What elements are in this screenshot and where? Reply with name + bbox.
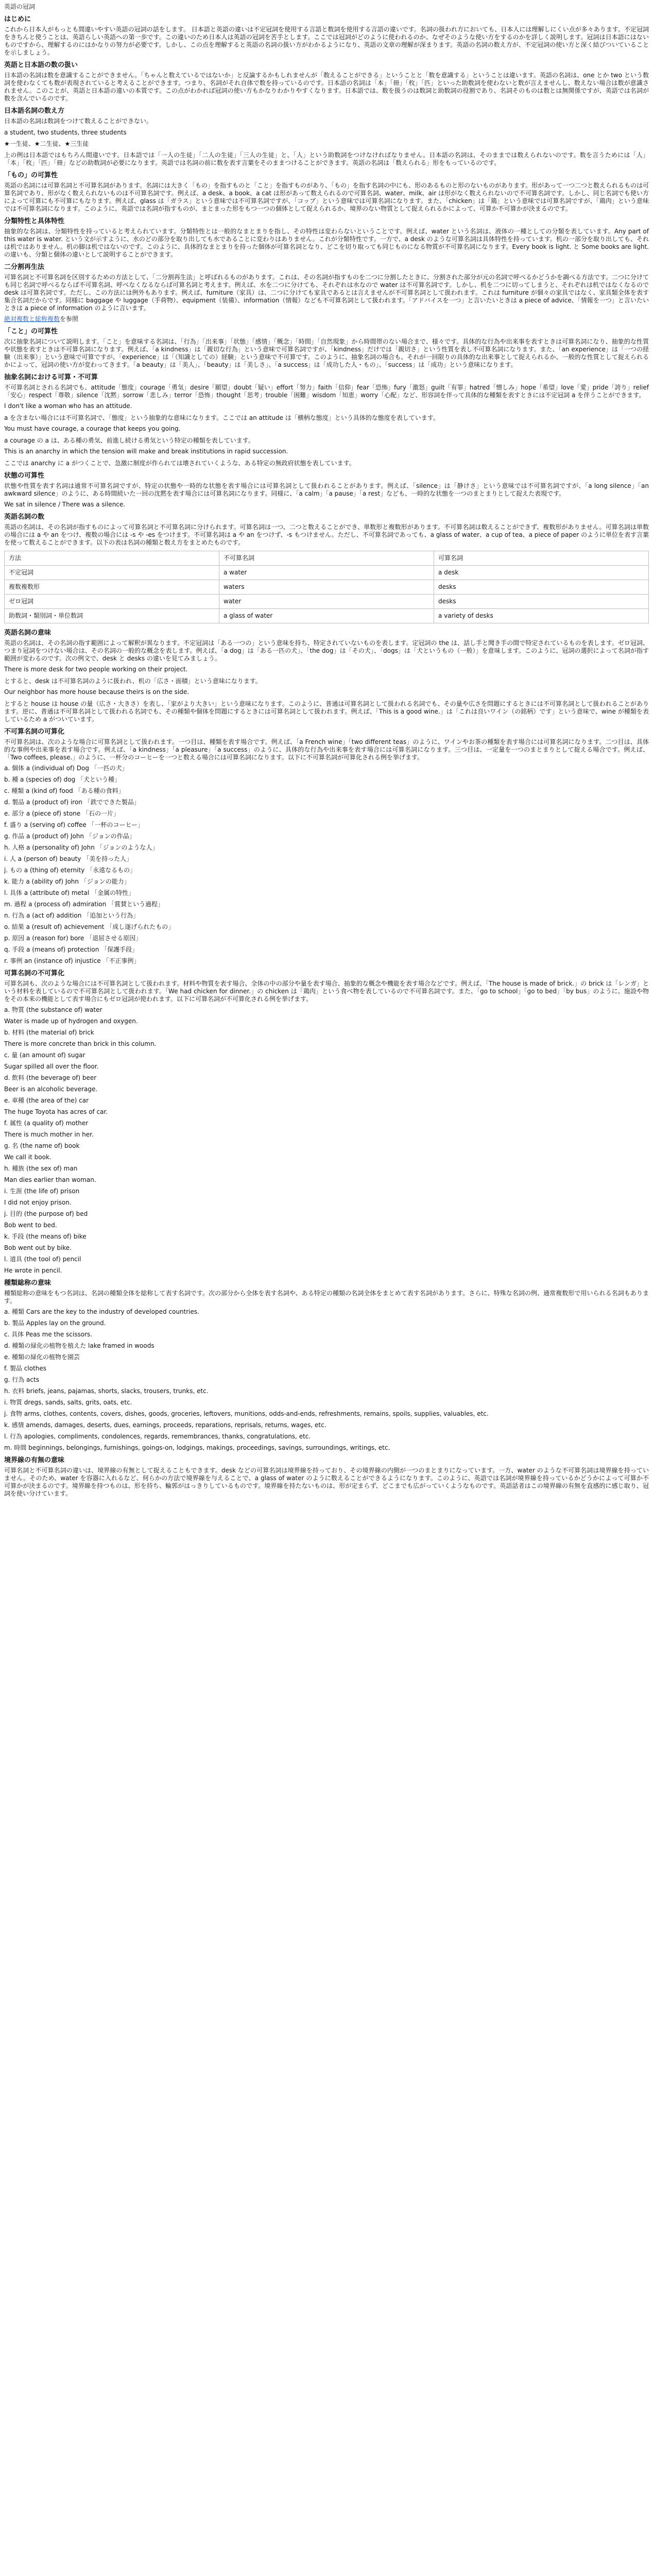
- list-item-example: We call it book.: [4, 1154, 51, 1161]
- counting-example-english: a student, two students, three students: [4, 129, 127, 136]
- counting-paragraph: 上の例は日本語ではもちろん間違いです。日本語では「一人の生徒」「二人の生徒」「三人の生徒」と、「人」という助数詞をつけなければなりません。日本語の名詞は、そのままでは数えられないのです。数を言うためには「人」「本」「枚」「匹」「冊」などの助数詞が必要になります。英語では名詞の前に数を表す言葉をそのままつけることができます。英語の名詞は「数えられる」形をもっているのです。: [4, 151, 649, 166]
- thing-countability-paragraph: 英語の名詞には可算名詞と不可算名詞があります。名詞には大きく「もの」を指すものと「こと」を指すものがあり、「もの」を指す名詞の中にも、形のあるものと形のないものがあります。形があって一つ二つと数えられるものは可算名詞であり、形がなく数えられないものは不可算名詞です。例えば、a desk、a book、a cat は形があって数えられるので可算名詞、water、milk、air は形がなく数えられないので不可算名詞です。しかし、同じ名詞でも使い方によって可算にも不可算にもなります。例えば、glass は「ガラス」という意味では不可算名詞ですが、「コップ」という意味では可算名詞になります。また、「chicken」は「鶏」という意味では可算名詞ですが、「鶏肉」という意味では不可算名詞になります。このように、英語では名詞が指すものが、まとまった形をもつ一つの個体として捉えられるか、境界のない物質として捉えられるかによって、可算か不可算かが決まるのです。: [4, 182, 649, 212]
- list-item-example: Sugar spilled all over the floor.: [4, 1063, 99, 1070]
- list-item: m. 過程 a (process of) admiration 「賞賛という過程」: [4, 901, 164, 908]
- list-item-label: g. 名 (the name of) book: [4, 1142, 80, 1149]
- list-item-example: There is more concrete than brick in this column.: [4, 1040, 157, 1047]
- list-item: r. 事例 an (instance of) injustice 「不正事例」: [4, 957, 140, 964]
- section-heading-counting: 日本語名詞の数え方: [4, 107, 65, 115]
- generic-list: [4, 1308, 649, 1452]
- table-cell: a water: [219, 566, 434, 580]
- intro-paragraph: これから日本人がもっとも間違いやすい英語の冠詞の話をします。 日本語と英語の違いは不定冠詞を使用する言語と数詞を使用する言語の違いです。名詞の扱われ方においても、日本人には理解しにくい点が多々あります。不定冠詞をきちんと使うことは、英語らしい英語への第一歩です。この違いのため日本人は英語の冠詞を苦手とします。ここでは冠詞がどのように使われるのか、なぜそのような使い方をするのかを詳しく説明します。冠詞は日本語にはないものですから、理解するのにはかなりの努力が必要です。しかし、この点を理解すると英語の名詞の扱い方がわかるようになり、英語の文章の理解が深まります。英語の名詞の数え方が、不定冠詞の使い方と深く結びついていることを示しましょう。: [4, 26, 649, 56]
- list-item-label: e. 車種 (the area of the) car: [4, 1097, 89, 1104]
- example-sentence-4: We sat in silence / There was a silence.: [4, 501, 126, 508]
- abstract-nouns-paragraph: 不可算名詞とされる名詞でも、attitude「態度」courage「勇気」desire「願望」doubt「疑い」effort「努力」faith「信仰」fear「恐怖」fury「激怒」guilt「有罪」hatred「憎しみ」hope「希望」love「愛」pride「誇り」relief「安心」respect「尊敬」silence「沈黙」sorrow「悲しみ」terror「恐怖」thought「思考」trouble「困難」wisdom「知恵」worry「心配」など、形容詞を伴って具体的な種類を表すときには不定冠詞 a を伴うことができます。: [4, 384, 649, 399]
- list-item: j. もの a (thing of) eternity 「永遠なるもの」: [4, 867, 136, 874]
- section-heading-bisection: 二分割再生法: [4, 263, 45, 271]
- countable-to-uncountable-paragraph: 可算名詞も、次のような場合には不可算名詞として扱われます。材料や物質を表す場合、全体の中の部分や量を表す場合、抽象的な概念や機能を表す場合などです。例えば、「The house is made of brick.」の brick は「レンガ」という材料を表しているので不可算名詞として扱われます。「We had chicken for dinner.」の chicken は「鶏肉」という食べ物を表しているので不可算名詞です。また、「go to school」「go to bed」「by bus」のように、施設や物をその本来の機能として表す場合にもゼロ冠詞が使われます。以下に可算名詞が不可算化される例を挙げます。: [4, 980, 649, 1003]
- list-item-label: l. 道具 (the tool of) pencil: [4, 1256, 81, 1263]
- table-cell: waters: [219, 580, 434, 595]
- section-heading-noun-number: 英語名詞の数: [4, 513, 45, 521]
- noun-number-paragraph: 英語の名詞は、その名詞が指すものによって可算名詞と不可算名詞に分けられます。可算名詞は一つ、二つと数えることができ、単数形と複数形があります。不可算名詞は数えることができず、複数形がありません。可算名詞は単数の場合には a や an をつけ、複数の場合には -s や -es をつけます。不可算名詞は a や an をつけず、-s もつけません。ただし、不可算名詞であっても、a glass of water、a cup of tea、a piece of paper のように単位を表す言葉を使って数えることができます。以下の表は名詞の種類と数え方をまとめたものです。: [4, 523, 649, 546]
- table-cell: a glass of water: [219, 609, 434, 623]
- list-item-example: Bob went to bed.: [4, 1222, 57, 1229]
- uncountable-list: [4, 1006, 649, 1275]
- reference-link[interactable]: 絶対複数と総称複数: [4, 315, 60, 323]
- countable-list: [4, 765, 649, 965]
- list-item: n. 行為 a (act of) addition 「追加という行為」: [4, 912, 140, 919]
- example-sentence-5: There is more desk for two people working on their project.: [4, 666, 188, 673]
- list-item: i. 物質 dregs, sands, salts, grits, oats, etc.: [4, 1399, 132, 1406]
- list-item: a. 種類 Cars are the key to the industry of developed countries.: [4, 1308, 199, 1315]
- reference-suffix: を参照: [60, 315, 79, 323]
- list-item: p. 原因 a (reason for) bore 「退屈させる原因」: [4, 935, 142, 942]
- list-item: c. 種類 a (kind of) food 「ある種の食料」: [4, 787, 125, 794]
- table-row: [5, 566, 649, 580]
- section-heading-countable-to-uncountable: 可算名詞の不可算化: [4, 970, 65, 977]
- list-item-label: d. 飲料 (the beverage of) beer: [4, 1074, 97, 1081]
- list-item-label: j. 目的 (the purpose of) bed: [4, 1210, 88, 1217]
- section-heading-number-handling: 英語と日本語の数の扱い: [4, 61, 78, 69]
- table-header-row: [5, 551, 649, 566]
- example-explanation-1: a を含まない場合には不可算名詞で、「態度」という抽象的な意味になります。ここでは an attitude は「横柄な態度」という具体的な態度を表しています。: [4, 414, 439, 421]
- list-item-example: Water is made up of hydrogen and oxygen.: [4, 1018, 138, 1025]
- noun-comparison-table: [4, 551, 649, 623]
- list-item: l. 行為 apologies, compliments, condolences, regards, remembrances, thanks, congratulations, etc.: [4, 1433, 311, 1440]
- table-header-cell: 方法: [5, 551, 219, 566]
- table-header-cell: 可算名詞: [434, 551, 649, 566]
- list-item-example: The huge Toyota has acres of car.: [4, 1108, 108, 1115]
- section-heading-uncountable-to-countable: 不可算名詞の可算化: [4, 728, 65, 736]
- table-cell: a variety of desks: [434, 609, 649, 623]
- list-item-label: b. 材料 (the material of) brick: [4, 1029, 94, 1036]
- list-item: k. 能力 a (ability of) John 「ジョンの能力」: [4, 878, 130, 885]
- counting-line-1: 日本語の名詞は数詞をつけて数えることができない。: [4, 117, 153, 125]
- table-row: [5, 595, 649, 609]
- state-countability-paragraph: 状態や性質を表す名詞は通常不可算名詞ですが、特定の状態や一時的な状態を表す場合には可算名詞として扱われることがあります。例えば、「silence」は「静けさ」という意味では不可算名詞ですが、「a long silence」「an awkward silence」のように、ある時間続いた一回の沈黙を表す場合には可算名詞になります。同様に、「a calm」「a pause」「a rest」なども、一時的な状態を一つのまとまりとして捉えた表現です。: [4, 482, 649, 497]
- bisection-paragraph: 可算名詞と不可算名詞を区別するための方法として、「二分割再生法」と呼ばれるものがあります。これは、その名詞が指すものを二つに分割したときに、分割された部分が元の名詞で呼べるかどうかを調べる方法です。二つに分けても同じ名詞で呼べるならば不可算名詞、呼べなくなるならば可算名詞と考えます。例えば、水を二つに分けても、それぞれは水なので water は不可算名詞です。しかし、机を二つに切ってしまうと、それぞれは机ではなくなるので desk は可算名詞です。ただし、この方法には例外もあります。例えば、furniture（家具）は、二つに分けても家具であるとは言えませんが不可算名詞として扱われます。これは furniture が個々の家具ではなく、家具類全体を表す集合名詞だからです。同様に baggage や luggage（手荷物）、equipment（装備）、information（情報）なども不可算名詞として扱われます。「アドバイスを一つ」と言いたいときは a piece of advice、「情報を一つ」と言いたいときは a piece of information のように言います。: [4, 274, 649, 312]
- list-item: b. 製品 Apples lay on the ground.: [4, 1319, 106, 1327]
- list-item: g. 行為 acts: [4, 1376, 39, 1383]
- section-heading-abstract-nouns: 抽象名詞における可算・不可算: [4, 374, 98, 381]
- list-item: d. 製品 a (product of) iron 「鉄でできた製品」: [4, 799, 140, 806]
- section-heading-thing-countability: 「もの」の可算性: [4, 172, 58, 179]
- list-item: m. 時間 beginnings, belongings, furnishings, goings-on, lodgings, makings, proceedings, savings, surroundings, writings, etc.: [4, 1444, 390, 1451]
- list-item-example: Man dies earlier than woman.: [4, 1176, 96, 1183]
- section-heading-state-countability: 状態の可算性: [4, 472, 45, 480]
- list-item-label: c. 量 (an amount of) sugar: [4, 1052, 85, 1059]
- list-item: b. 種 a (species of) dog 「犬という種」: [4, 776, 121, 783]
- table-cell: desks: [434, 580, 649, 595]
- example-sentence-2: You must have courage, a courage that keeps you going.: [4, 425, 181, 432]
- list-item: f. 盛り a (serving of) coffee 「一杯のコーヒー」: [4, 821, 144, 828]
- section-heading-boundary: 境界線の有無の意味: [4, 1456, 65, 1464]
- house-amount-paragraph: とすると house は house の量（広さ・大きさ）を表し、「家がより大きい」という意味になります。このように、普通は可算名詞として扱われる名詞でも、その量や広さを問題にするときには不可算名詞として扱われることがあります。逆に、普通は不可算名詞として扱われる名詞でも、その種類や個体を問題にするときには可算名詞として扱われます。例えば、「This is a good wine.」は「これは良いワイン（の銘柄）です」という意味で、wine が種類を表しているため a がついています。: [4, 700, 649, 723]
- table-cell: desks: [434, 595, 649, 609]
- list-item-label: k. 手段 (the means of) bike: [4, 1233, 87, 1240]
- table-cell: water: [219, 595, 434, 609]
- example-sentence-3: This is an anarchy in which the tension will make and break institutions in rapid succession.: [4, 448, 288, 455]
- list-item: o. 結果 a (result of) achievement 「成し遂げられたもの」: [4, 923, 175, 930]
- section-heading-intro: はじめに: [4, 15, 31, 23]
- list-item-example: He wrote in pencil.: [4, 1267, 62, 1274]
- table-header-cell: 不可算名詞: [219, 551, 434, 566]
- table-cell: 助数詞・類別詞・単位数詞: [5, 609, 219, 623]
- list-item: k. 感情 amends, damages, deserts, dues, earnings, proceeds, reparations, reprisals, returns, wages, etc.: [4, 1421, 326, 1429]
- generic-meaning-paragraph: 種類総称の意味をもつ名詞は、名詞の種類全体を総称して表す名詞です。次の部分から全体を表す名詞や、ある特定の種類の名詞全体をまとめて表す名詞があります。さらに、特殊な名詞の例、通常複数形で用いられる名詞もあります。: [4, 1290, 649, 1304]
- table-cell: a desk: [434, 566, 649, 580]
- list-item-example: There is much mother in her.: [4, 1131, 94, 1138]
- list-item-label: a. 物質 (the substance of) water: [4, 1006, 102, 1013]
- list-item: e. 部分 a (piece of) stone 「石の一片」: [4, 810, 119, 817]
- list-item: h. 衣料 briefs, jeans, pajamas, shorts, slacks, trousers, trunks, etc.: [4, 1387, 209, 1395]
- list-item: j. 食物 arms, clothes, contents, covers, dishes, goods, groceries, leftovers, munitions, odds-and-ends, refreshments, remains, spoils, supplies, valuables, etc.: [4, 1410, 489, 1417]
- uncountable-to-countable-paragraph: 不可算名詞は、次のような場合に可算名詞として扱われます。一つ目は、種類を表す場合です。例えば、「a French wine」「two different teas」のように、ワインやお茶の種類を表す場合には可算名詞になります。二つ目は、具体的な事例や出来事を表す場合です。例えば、「a kindness」「a pleasure」「a success」のように、具体的な行為や出来事を表す場合には可算名詞になります。三つ目は、一定量を一つのまとまりとして捉える場合です。例えば、「Two coffees, please.」のように、一杯分のコーヒーを一つと数える場合には可算名詞になります。以下に不可算名詞が可算化される例を挙げます。: [4, 738, 649, 761]
- list-item-example: Beer is an alcoholic beverage.: [4, 1086, 98, 1093]
- example-explanation-2: a courage の a は、ある種の勇気、前進し続ける勇気という特定の種類を表しています。: [4, 437, 254, 444]
- list-item: a. 個体 a (individual of) Dog 「一匹の犬」: [4, 765, 128, 772]
- number-handling-paragraph: 日本語の名詞は数を意識することができません。「ちゃんと数えているではないか」と反論するかもしれませんが「数えることができる」ということと「数を意識する」ということは違います。英語の名詞は、one とか two という数詞を使わなくても数が表現されていると考えることができます。つまり、名詞がそれ自体で数を持っているのです。日本語の名詞は「本」「冊」「枚」「匹」といった助数詞を使わないと数が言えませんし、数えない場合は数が意識されません。このことが、英語と日本語の違いの本質です。この点がわかれば冠詞の使い方もかなりわかりやすくなります。日本語では、数を扱うのは数詞と助数詞の役割であり、名詞そのものは数とは無関係ですが、英語では名詞が数を含んでいるのです。: [4, 72, 649, 102]
- list-item: h. 人格 a (personality of) John 「ジョンのような人」: [4, 844, 159, 851]
- noun-meaning-paragraph: 英語の名詞は、その名詞の指す範囲によって解釈が異なります。不定冠詞は「ある一つの」という意味を持ち、特定されていないものを表します。定冠詞の the は、話し手と聞き手の間で特定されているものを表します。ゼロ冠詞、つまり冠詞をつけない場合は、その名詞の一般的な概念を表します。例えば、「a dog」は「ある一匹の犬」、「the dog」は「その犬」、「dogs」は「犬というもの（一般）」を意味します。このように、冠詞の選択によって名詞が指す範囲が変わるのです。次の例文で、desk と desks の違いを見てみましょう。: [4, 639, 649, 662]
- example-explanation-5: とすると、desk は不可算名詞のように扱われ、机の「広さ・面積」という意味になります。: [4, 677, 262, 685]
- list-item-label: i. 生涯 (the life of) prison: [4, 1188, 80, 1195]
- list-item-example: Bob went out by bike.: [4, 1244, 72, 1251]
- classification-paragraph: 抽象的な名詞は、分類特性を持っていると考えられています。分類特性とは一般的なまとまりを指し、その特性は変わらないということです。例えば、water という名詞は、液体の一種としての分類を表しています。Any part of this water is water. という文が示すように、水のどの部分を取り出しても水であることに変わりはありません。これが分類特性です。一方で、a desk のような可算名詞は具体特性を持っています。机の一部分を取り出しても、それは机ではありません。机の脚は机ではないのです。このように、具体的なまとまりを持った個体が可算名詞となり、どこを切り取っても同じものになる物質が不可算名詞になります。Every book is light. と Some books are light. の違いも、分類と個体の違いとして説明することができます。: [4, 228, 649, 258]
- section-heading-noun-meaning: 英語名詞の意味: [4, 629, 51, 637]
- counting-example-japanese: ★一生徒、★二生徒、★三生徒: [4, 140, 89, 147]
- reference-line: [4, 315, 649, 323]
- koto-countability-paragraph: 次に抽象名詞について説明します。「こと」を意味する名詞は、「行為」「出来事」「状態」「感情」「概念」「時間」「自然現象」から時間帯のない場合まで、様々です。具体的な行為や出来事を表すときは可算名詞になり、抽象的な性質や状態を表すときは不可算名詞になります。例えば、「a kindness」は「親切な行為」という意味で可算名詞ですが、「kindness」だけでは「親切さ」という性質を表し不可算名詞になります。また、「an experience」は「一つの経験（出来事）」という意味で可算ですが、「experience」は「（知識としての）経験」という意味で不可算です。このように、抽象名詞の場合も、それが一回限りの具体的な出来事として捉えられるか、一般的な性質として捉えられるかによって、冠詞の使い方が変わってきます。「a beauty」は「美人」、「beauty」は「美しさ」、「a success」は「成功した人・もの」、「success」は「成功」という意味になります。: [4, 338, 649, 368]
- list-item-label: h. 種族 (the sex of) man: [4, 1165, 78, 1172]
- list-item: l. 具体 a (attribute of) metal 「金属の特性」: [4, 889, 135, 896]
- table-cell: ゼロ冠詞: [5, 595, 219, 609]
- example-sentence-6: Our neighbor has more house because theirs is on the side.: [4, 688, 190, 696]
- example-sentence-1: I don't like a woman who has an attitude.: [4, 402, 132, 410]
- section-heading-koto-countability: 「こと」の可算性: [4, 328, 58, 335]
- list-item: d. 種類の緑化の植物を植えた lake framed in woods: [4, 1342, 154, 1349]
- section-heading-generic-meaning: 種類総称の意味: [4, 1279, 51, 1287]
- list-item: i. 人 a (person of) beauty 「美を持った人」: [4, 855, 133, 862]
- example-explanation-3: ここでは anarchy に a がつくことで、急激に制度が作られては壊されていくような、ある特定の無政府状態を表しています。: [4, 460, 355, 467]
- list-item: f. 製品 clothes: [4, 1365, 47, 1372]
- page-title: 英語の冠詞: [4, 3, 36, 10]
- table-cell: 複数複数形: [5, 580, 219, 595]
- section-heading-classification: 分類特性と具体特性: [4, 217, 65, 225]
- list-item-example: I did not enjoy prison.: [4, 1199, 72, 1206]
- list-item: g. 作品 a (product of) John 「ジョンの作品」: [4, 833, 135, 840]
- table-cell: 不定冠詞: [5, 566, 219, 580]
- list-item: c. 具体 Peas me the scissors.: [4, 1331, 93, 1338]
- list-item: q. 手段 a (means of) protection 「保護手段」: [4, 946, 139, 953]
- list-item-label: f. 属性 (a quality of) mother: [4, 1120, 89, 1127]
- list-item: e. 種類の緑化の植物を園芸: [4, 1353, 80, 1361]
- boundary-paragraph: 可算名詞と不可算名詞の違いは、境界線の有無として捉えることもできます。desk などの可算名詞は境界線を持っており、その境界線の内側が一つのまとまりになっています。一方、water のような不可算名詞は境界線を持っていません。そのため、water を容器に入れるなど、何らかの方法で境界線を与えることで、a glass of water のように数えることができるようになります。このように、英語では名詞が境界線を持っているかどうかによって可算か不可算かが決まるのです。境界線を持つものは、形を持ち、輪郭がはっきりしているものです。境界線を持たないものは、形が定まらず、どこまでも広がっていくようなものです。英語話者はこの境界線の有無を直感的に感じ取り、冠詞を使い分けています。: [4, 1467, 649, 1497]
- table-row: [5, 580, 649, 595]
- table-row: [5, 609, 649, 623]
